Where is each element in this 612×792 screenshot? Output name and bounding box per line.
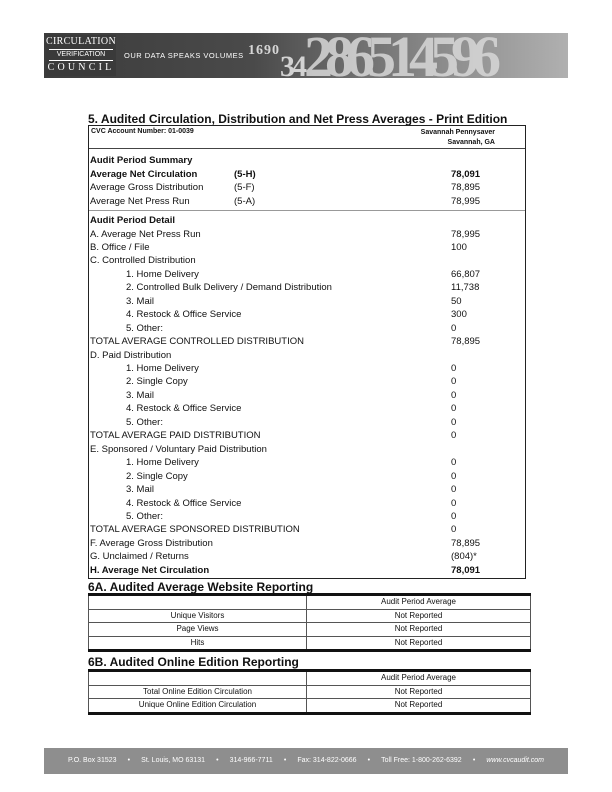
row-label: 5. Other:: [126, 510, 163, 522]
row-value: (804)*: [451, 551, 477, 563]
row-value: 0: [451, 497, 457, 509]
row-value: 78,895: [451, 537, 481, 549]
detail-row: [89, 523, 525, 537]
logo-line-3: COUNCIL: [47, 62, 115, 73]
row-value: 0: [451, 524, 457, 536]
summary-row: [89, 168, 525, 182]
row-label: 3. Mail: [126, 389, 154, 401]
row-value: 11,738: [451, 282, 480, 294]
row-value: 78,091: [451, 168, 481, 180]
logo-line-2: VERIFICATION: [49, 49, 113, 61]
footer-tollfree: Toll Free: 1-800-262-6392: [381, 757, 462, 764]
detail-row: [89, 362, 525, 376]
account-number: CVC Account Number: 01-0039: [91, 128, 194, 135]
table-header-row: [88, 596, 531, 609]
row-value: 78,995: [451, 228, 481, 240]
row-value: 0: [451, 416, 457, 428]
online-edition-table: [88, 669, 531, 715]
row-label: Average Net Circulation: [90, 168, 198, 180]
detail-row: [89, 268, 525, 282]
row-value: 78,895: [451, 182, 481, 193]
detail-row: [89, 254, 525, 268]
table-header-blank: [88, 596, 306, 609]
table-header-cell: Audit Period Average: [306, 596, 531, 609]
row-value: 100: [451, 241, 467, 253]
row-label: 1. Home Delivery: [126, 268, 199, 280]
row-value: 0: [451, 470, 457, 482]
detail-row: [89, 322, 525, 336]
footer-separator: •: [127, 757, 131, 764]
detail-row: [89, 308, 525, 322]
detail-heading: [89, 214, 525, 228]
publication-info: [421, 128, 495, 147]
row-code: (5-H): [234, 168, 256, 180]
row-value: 78,895: [451, 336, 481, 348]
detail-row: [89, 349, 525, 363]
heading-label: Audit Period Summary: [90, 155, 193, 166]
row-label: 4. Restock & Office Service: [126, 403, 242, 415]
section-5-title: 5. Audited Circulation, Distribution and Net Press Averages - Print Edition: [88, 112, 508, 126]
table-row-label: Unique Online Edition Circulation: [88, 699, 306, 712]
row-value: 0: [451, 510, 457, 522]
table-header-cell: Audit Period Average: [306, 672, 531, 685]
header-banner: [44, 33, 568, 78]
decorative-digits: [248, 33, 493, 78]
row-label: B. Office / File: [90, 241, 150, 253]
row-label: 2. Single Copy: [126, 470, 188, 482]
detail-row: [89, 335, 525, 349]
row-label: C. Controlled Distribution: [90, 255, 196, 267]
heading-label: Audit Period Detail: [90, 215, 175, 226]
row-label: 3. Mail: [126, 295, 154, 307]
detail-row: [89, 416, 525, 430]
detail-row: [89, 443, 525, 457]
row-value: 0: [451, 376, 457, 388]
row-value: 66,807: [451, 268, 481, 280]
detail-row: [89, 241, 525, 255]
table-row-value: Not Reported: [306, 610, 531, 623]
row-label: TOTAL AVERAGE CONTROLLED DISTRIBUTION: [90, 336, 304, 348]
row-value: 0: [451, 430, 457, 442]
detail-row: [89, 510, 525, 524]
row-label: TOTAL AVERAGE PAID DISTRIBUTION: [90, 430, 261, 442]
table-row: [88, 609, 531, 623]
footer-fax: Fax: 314-822-0666: [297, 757, 357, 764]
section-6a-title: 6A. Audited Average Website Reporting: [88, 580, 314, 594]
logo-line-1: CIRCULATION: [46, 36, 116, 47]
table-row-label: Page Views: [88, 623, 306, 636]
row-label: A. Average Net Press Run: [90, 228, 201, 240]
row-label: 2. Controlled Bulk Delivery / Demand Distribution: [126, 282, 332, 294]
row-code: (5-F): [234, 182, 255, 193]
table-row-value: Not Reported: [306, 686, 531, 699]
row-value: 0: [451, 389, 457, 401]
footer-city: St. Louis, MO 63131: [141, 757, 205, 764]
footer-separator: •: [472, 757, 476, 764]
detail-row: [89, 402, 525, 416]
row-label: 5. Other:: [126, 416, 163, 428]
row-value: 50: [451, 295, 462, 307]
section-5-panel: [88, 125, 526, 579]
digits-small: 1690: [248, 43, 280, 58]
table-row-label: Total Online Edition Circulation: [88, 686, 306, 699]
row-label: TOTAL AVERAGE SPONSORED DISTRIBUTION: [90, 524, 300, 536]
table-row-label: Unique Visitors: [88, 610, 306, 623]
footer-bar: [44, 748, 568, 774]
cvc-logo: [46, 35, 116, 76]
row-label: 4. Restock & Office Service: [126, 497, 242, 509]
detail-row: [89, 550, 525, 564]
website-reporting-table: [88, 593, 531, 652]
footer-separator: •: [216, 757, 219, 764]
table-row-value: Not Reported: [306, 699, 531, 712]
table-row: [88, 622, 531, 636]
table-row-label: Hits: [88, 637, 306, 650]
row-value: 78,091: [451, 564, 481, 576]
table-header-blank: [88, 672, 306, 685]
row-value: 0: [451, 322, 457, 334]
table-row-value: Not Reported: [306, 623, 531, 636]
row-value: 0: [451, 457, 457, 469]
divider: [89, 148, 525, 149]
row-label: 4. Restock & Office Service: [126, 309, 242, 321]
detail-row: [89, 228, 525, 242]
summary-row: [89, 181, 525, 195]
summary-row: [89, 195, 525, 209]
digits-large: 286514596: [304, 33, 493, 78]
footer-phone: 314-966-7711: [229, 757, 273, 764]
divider: [89, 210, 525, 211]
summary-heading: [89, 154, 525, 168]
detail-row: [89, 537, 525, 551]
detail-row: [89, 564, 525, 578]
row-label: 3. Mail: [126, 484, 154, 496]
publication-location: Savannah, GA: [447, 138, 495, 146]
footer-address: P.O. Box 31523: [68, 757, 117, 764]
detail-row: [89, 389, 525, 403]
row-label: F. Average Gross Distribution: [90, 537, 213, 549]
table-row: [88, 685, 531, 699]
section-6b-title: 6B. Audited Online Edition Reporting: [88, 655, 299, 669]
row-label: E. Sponsored / Voluntary Paid Distribution: [90, 443, 267, 455]
detail-row: [89, 470, 525, 484]
table-row: [88, 636, 531, 650]
table-row: [88, 698, 531, 712]
row-value: 0: [451, 363, 457, 374]
detail-row: [89, 375, 525, 389]
row-label: G. Unclaimed / Returns: [90, 551, 189, 563]
row-label: 1. Home Delivery: [126, 457, 199, 469]
detail-row: [89, 483, 525, 497]
row-label: 2. Single Copy: [126, 376, 188, 388]
table-row-value: Not Reported: [306, 637, 531, 650]
row-value: 78,995: [451, 195, 481, 207]
row-value: 300: [451, 309, 467, 321]
row-label: Average Gross Distribution: [90, 182, 204, 193]
tagline: OUR DATA SPEAKS VOLUMES: [124, 51, 244, 60]
publication-name: Savannah Pennysaver: [420, 129, 495, 136]
digits-mid: 34: [280, 50, 304, 78]
row-code: (5-A): [234, 195, 256, 207]
row-label: Average Net Press Run: [90, 195, 190, 207]
row-value: 0: [451, 403, 457, 415]
detail-row: [89, 456, 525, 470]
row-label: 1. Home Delivery: [126, 363, 199, 374]
footer-separator: •: [367, 757, 371, 764]
row-label: H. Average Net Circulation: [90, 564, 210, 576]
detail-row: [89, 295, 525, 309]
footer-website[interactable]: www.cvcaudit.com: [486, 757, 544, 764]
detail-row: [89, 281, 525, 295]
row-value: 0: [451, 484, 457, 496]
row-label: D. Paid Distribution: [90, 349, 172, 361]
table-header-row: [88, 672, 531, 685]
row-label: 5. Other:: [126, 322, 163, 334]
footer-separator: •: [283, 757, 287, 764]
detail-row: [89, 497, 525, 511]
detail-row: [89, 429, 525, 443]
